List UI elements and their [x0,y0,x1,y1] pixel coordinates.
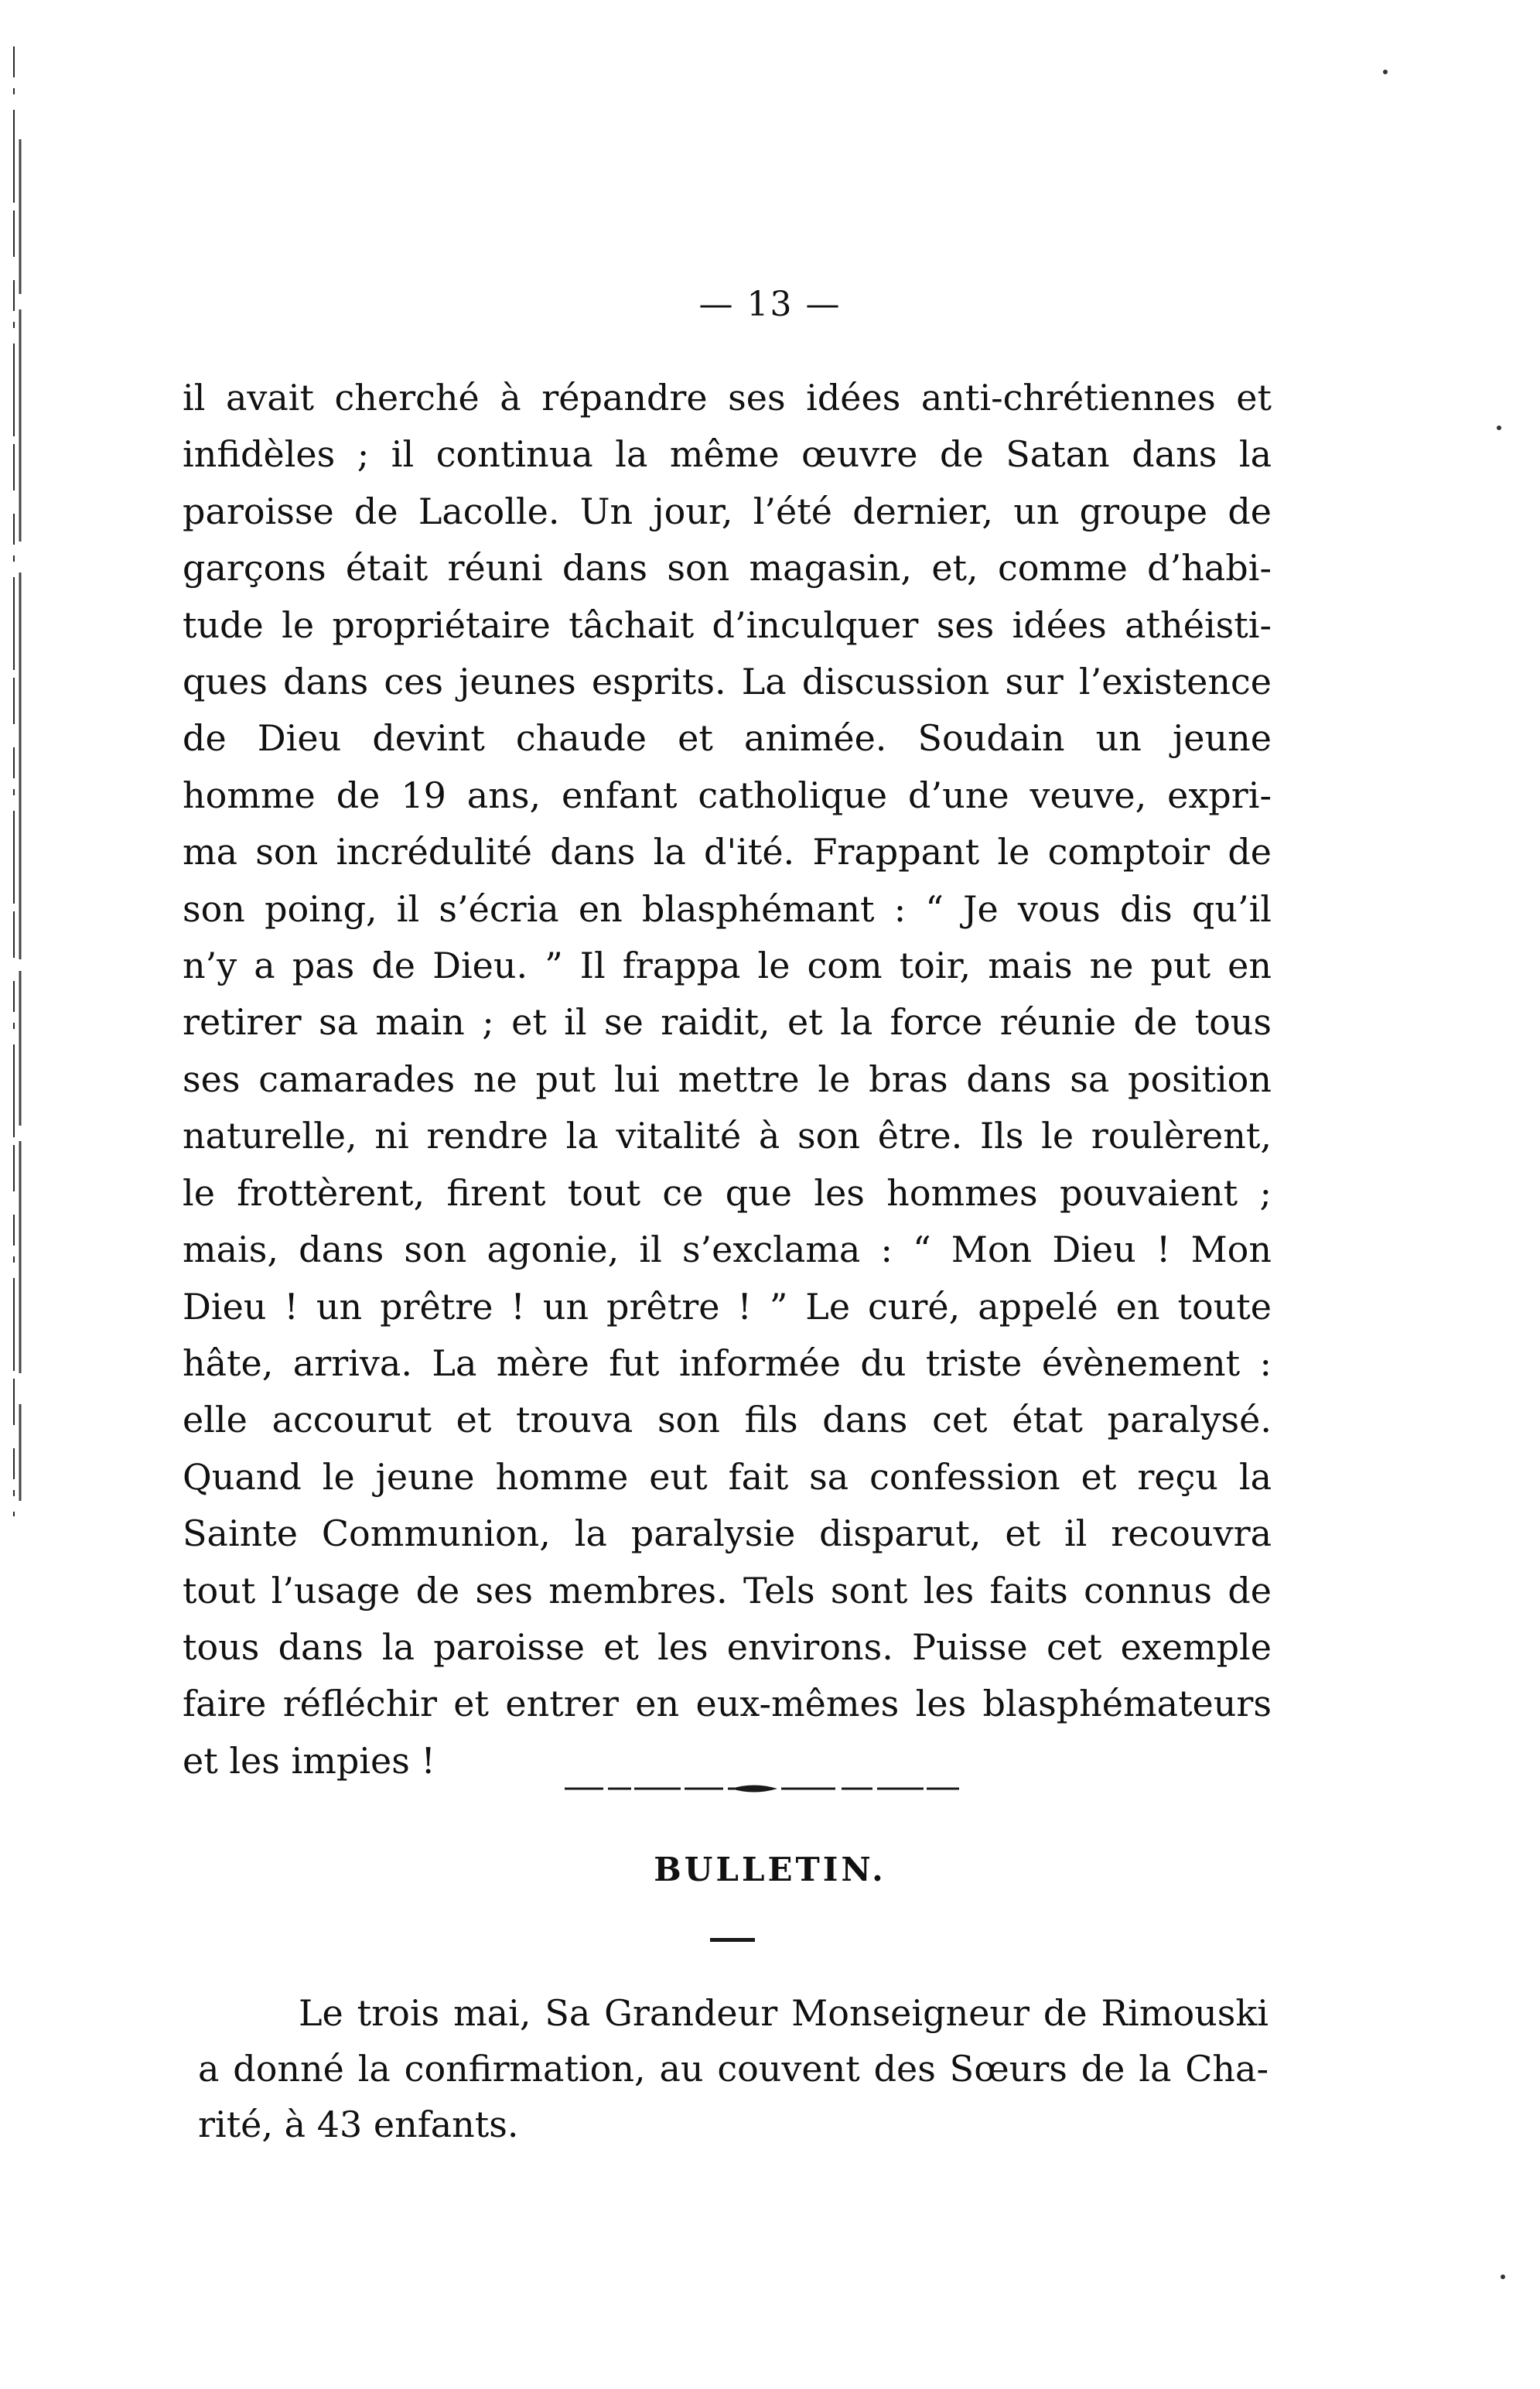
text-line: ma son incrédulité dans la d'ité. Frappant le comptoir de [183,831,1272,873]
scan-speck [1497,426,1501,430]
text-line: garçons était réuni dans son magasin, et, comme d’habi- [183,547,1272,590]
text-line: tude le propriétaire tâchait d’inculquer ses idées athéisti- [183,603,1272,646]
text-line: naturelle, ni rendre la vitalité à son être. Ils le roulèrent, [183,1115,1272,1157]
scan-speck [1383,70,1388,74]
text-line: le frottèrent, firent tout ce que les hommes pouvaient ; [183,1171,1272,1214]
text-line: ses camarades ne put lui mettre le bras dans sa position [183,1058,1272,1100]
heading-rule [710,1938,755,1942]
scan-speck [1501,2275,1505,2279]
section-divider-ornament [565,1781,959,1796]
text-line: Dieu ! un prêtre ! un prêtre ! ” Le curé, appelé en toute [183,1285,1272,1328]
text-line: Sainte Communion, la paralysie disparut, et il recouvra [183,1512,1272,1555]
text-line: infidèles ; il continua la même œuvre de Satan dans la [183,433,1272,476]
text-line: Le trois mai, Sa Grandeur Monseigneur de Rimouski [299,1992,1269,2034]
text-line: et les impies ! [183,1739,435,1782]
text-line: faire réfléchir et entrer en eux-mêmes les blasphémateurs [183,1683,1272,1725]
text-line: ques dans ces jeunes esprits. La discussion sur l’existence [183,661,1272,703]
text-line: paroisse de Lacolle. Un jour, l’été dernier, un groupe de [183,490,1272,532]
text-line: elle accourut et trouva son fils dans cet état paralysé. [183,1399,1272,1441]
text-line: tous dans la paroisse et les environs. Puisse cet exemple [183,1625,1272,1668]
bulletin-paragraph [198,1985,1269,2152]
text-line: rité, à 43 enfants. [198,2104,519,2145]
text-line: il avait cherché à répandre ses idées anti-chrétiennes et [183,377,1272,419]
text-line: a donné la confirmation, au couvent des Sœurs de la Cha- [198,2048,1269,2090]
text-line: de Dieu devint chaude et animée. Soudain un jeune [183,717,1272,760]
text-line: retirer sa main ; et il se raidit, et la force réunie de tous [183,1001,1272,1044]
scan-edge-shadow [9,46,26,1516]
text-line: son poing, il s’écria en blasphémant : “ Je vous dis qu’il [183,887,1272,930]
main-paragraph [183,370,1272,1789]
bulletin-heading: BULLETIN. [654,1851,886,1888]
text-line: homme de 19 ans, enfant catholique d’une veuve, expri- [183,774,1272,816]
text-line: n’y a pas de Dieu. ” Il frappa le com toir, mais ne put en [183,945,1272,987]
text-line: hâte, arriva. La mère fut informée du triste évènement : [183,1341,1272,1384]
text-line: tout l’usage de ses membres. Tels sont les faits connus de [183,1569,1272,1611]
text-line: Quand le jeune homme eut fait sa confession et reçu la [183,1455,1272,1498]
text-line: mais, dans son agonie, il s’exclama : “ Mon Dieu ! Mon [183,1229,1272,1271]
page-number: — 13 — [698,285,842,324]
